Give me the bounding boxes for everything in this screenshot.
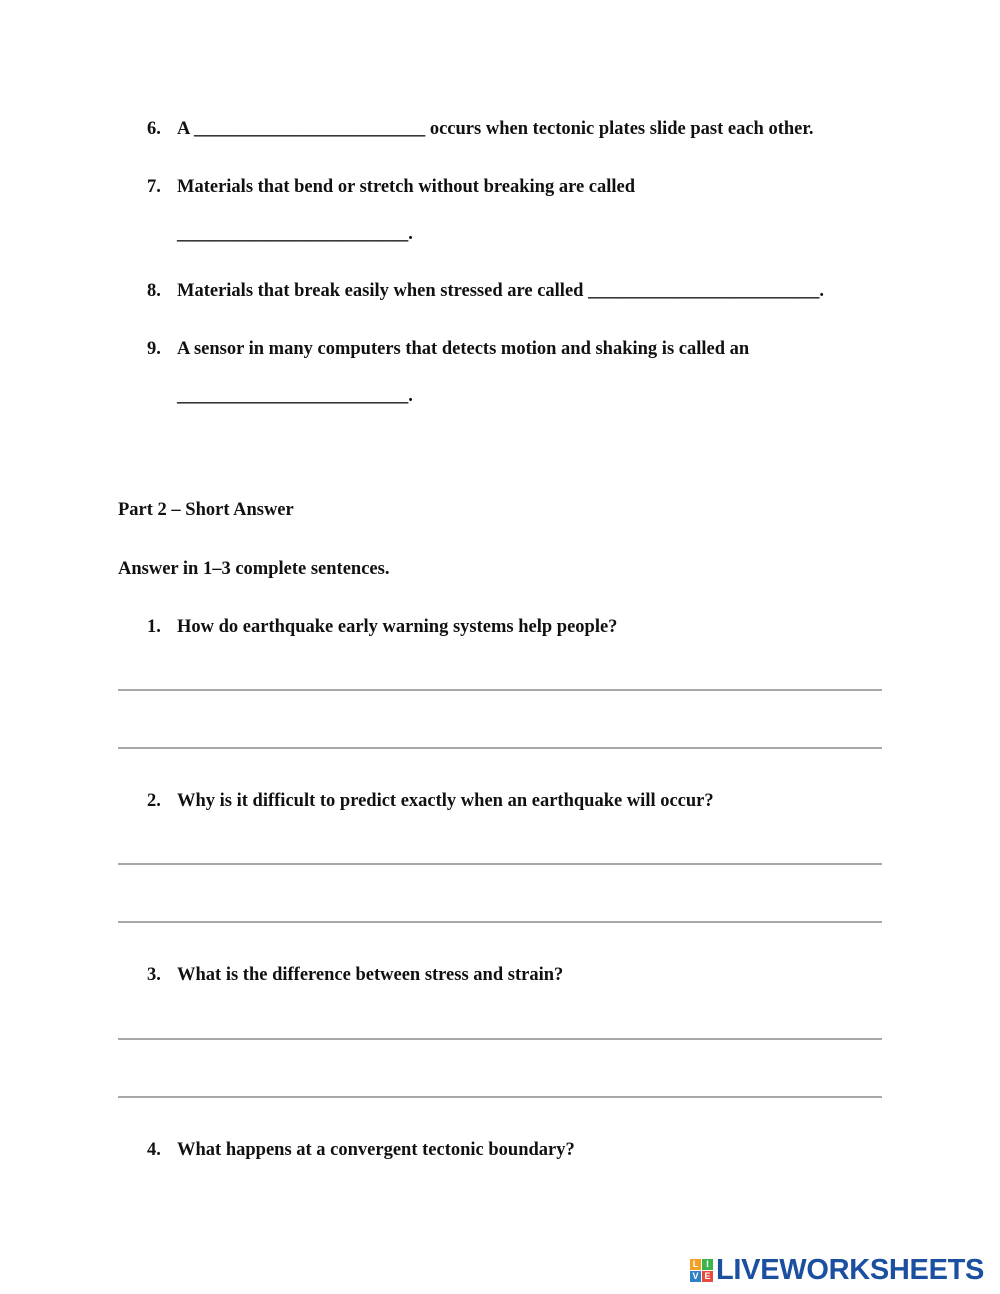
answer-line[interactable] <box>118 747 882 749</box>
question-3-number: 3. <box>147 965 161 985</box>
question-4-text: What happens at a convergent tectonic boundary? <box>177 1140 575 1160</box>
question-4-number: 4. <box>147 1140 161 1160</box>
answer-line[interactable] <box>118 689 882 691</box>
logo-badge-icon <box>690 1259 713 1282</box>
answer-line[interactable] <box>118 1038 882 1040</box>
question-1-text: How do earthquake early warning systems help people? <box>177 617 618 637</box>
part2-heading: Part 2 – Short Answer <box>118 500 294 520</box>
item-7-text: Materials that bend or stretch without breaking are called <box>177 177 636 197</box>
item-8-text: Materials that break easily when stressed are called _________________________. <box>177 281 824 301</box>
item-7-number: 7. <box>147 177 161 197</box>
part2-instruction: Answer in 1–3 complete sentences. <box>118 559 390 579</box>
item-6-text: A _________________________ occurs when tectonic plates slide past each other. <box>177 119 814 139</box>
item-9-blank: _________________________. <box>177 386 413 406</box>
question-2-number: 2. <box>147 791 161 811</box>
answer-line[interactable] <box>118 921 882 923</box>
answer-line[interactable] <box>118 1096 882 1098</box>
question-1-number: 1. <box>147 617 161 637</box>
logo-badge-letter: L <box>690 1259 701 1270</box>
liveworksheets-logo <box>690 1255 984 1285</box>
logo-badge-letter: E <box>702 1271 713 1282</box>
answer-line[interactable] <box>118 863 882 865</box>
item-9-text: A sensor in many computers that detects motion and shaking is called an <box>177 339 750 359</box>
item-7-blank: _________________________. <box>177 224 413 244</box>
item-9-number: 9. <box>147 339 161 359</box>
logo-text: LIVEWORKSHEETS <box>716 1254 985 1286</box>
logo-badge-letter: V <box>690 1271 701 1282</box>
item-8-number: 8. <box>147 281 161 301</box>
question-2-text: Why is it difficult to predict exactly when an earthquake will occur? <box>177 791 714 811</box>
item-6-number: 6. <box>147 119 161 139</box>
logo-badge-letter: I <box>702 1259 713 1270</box>
question-3-text: What is the difference between stress and strain? <box>177 965 564 985</box>
